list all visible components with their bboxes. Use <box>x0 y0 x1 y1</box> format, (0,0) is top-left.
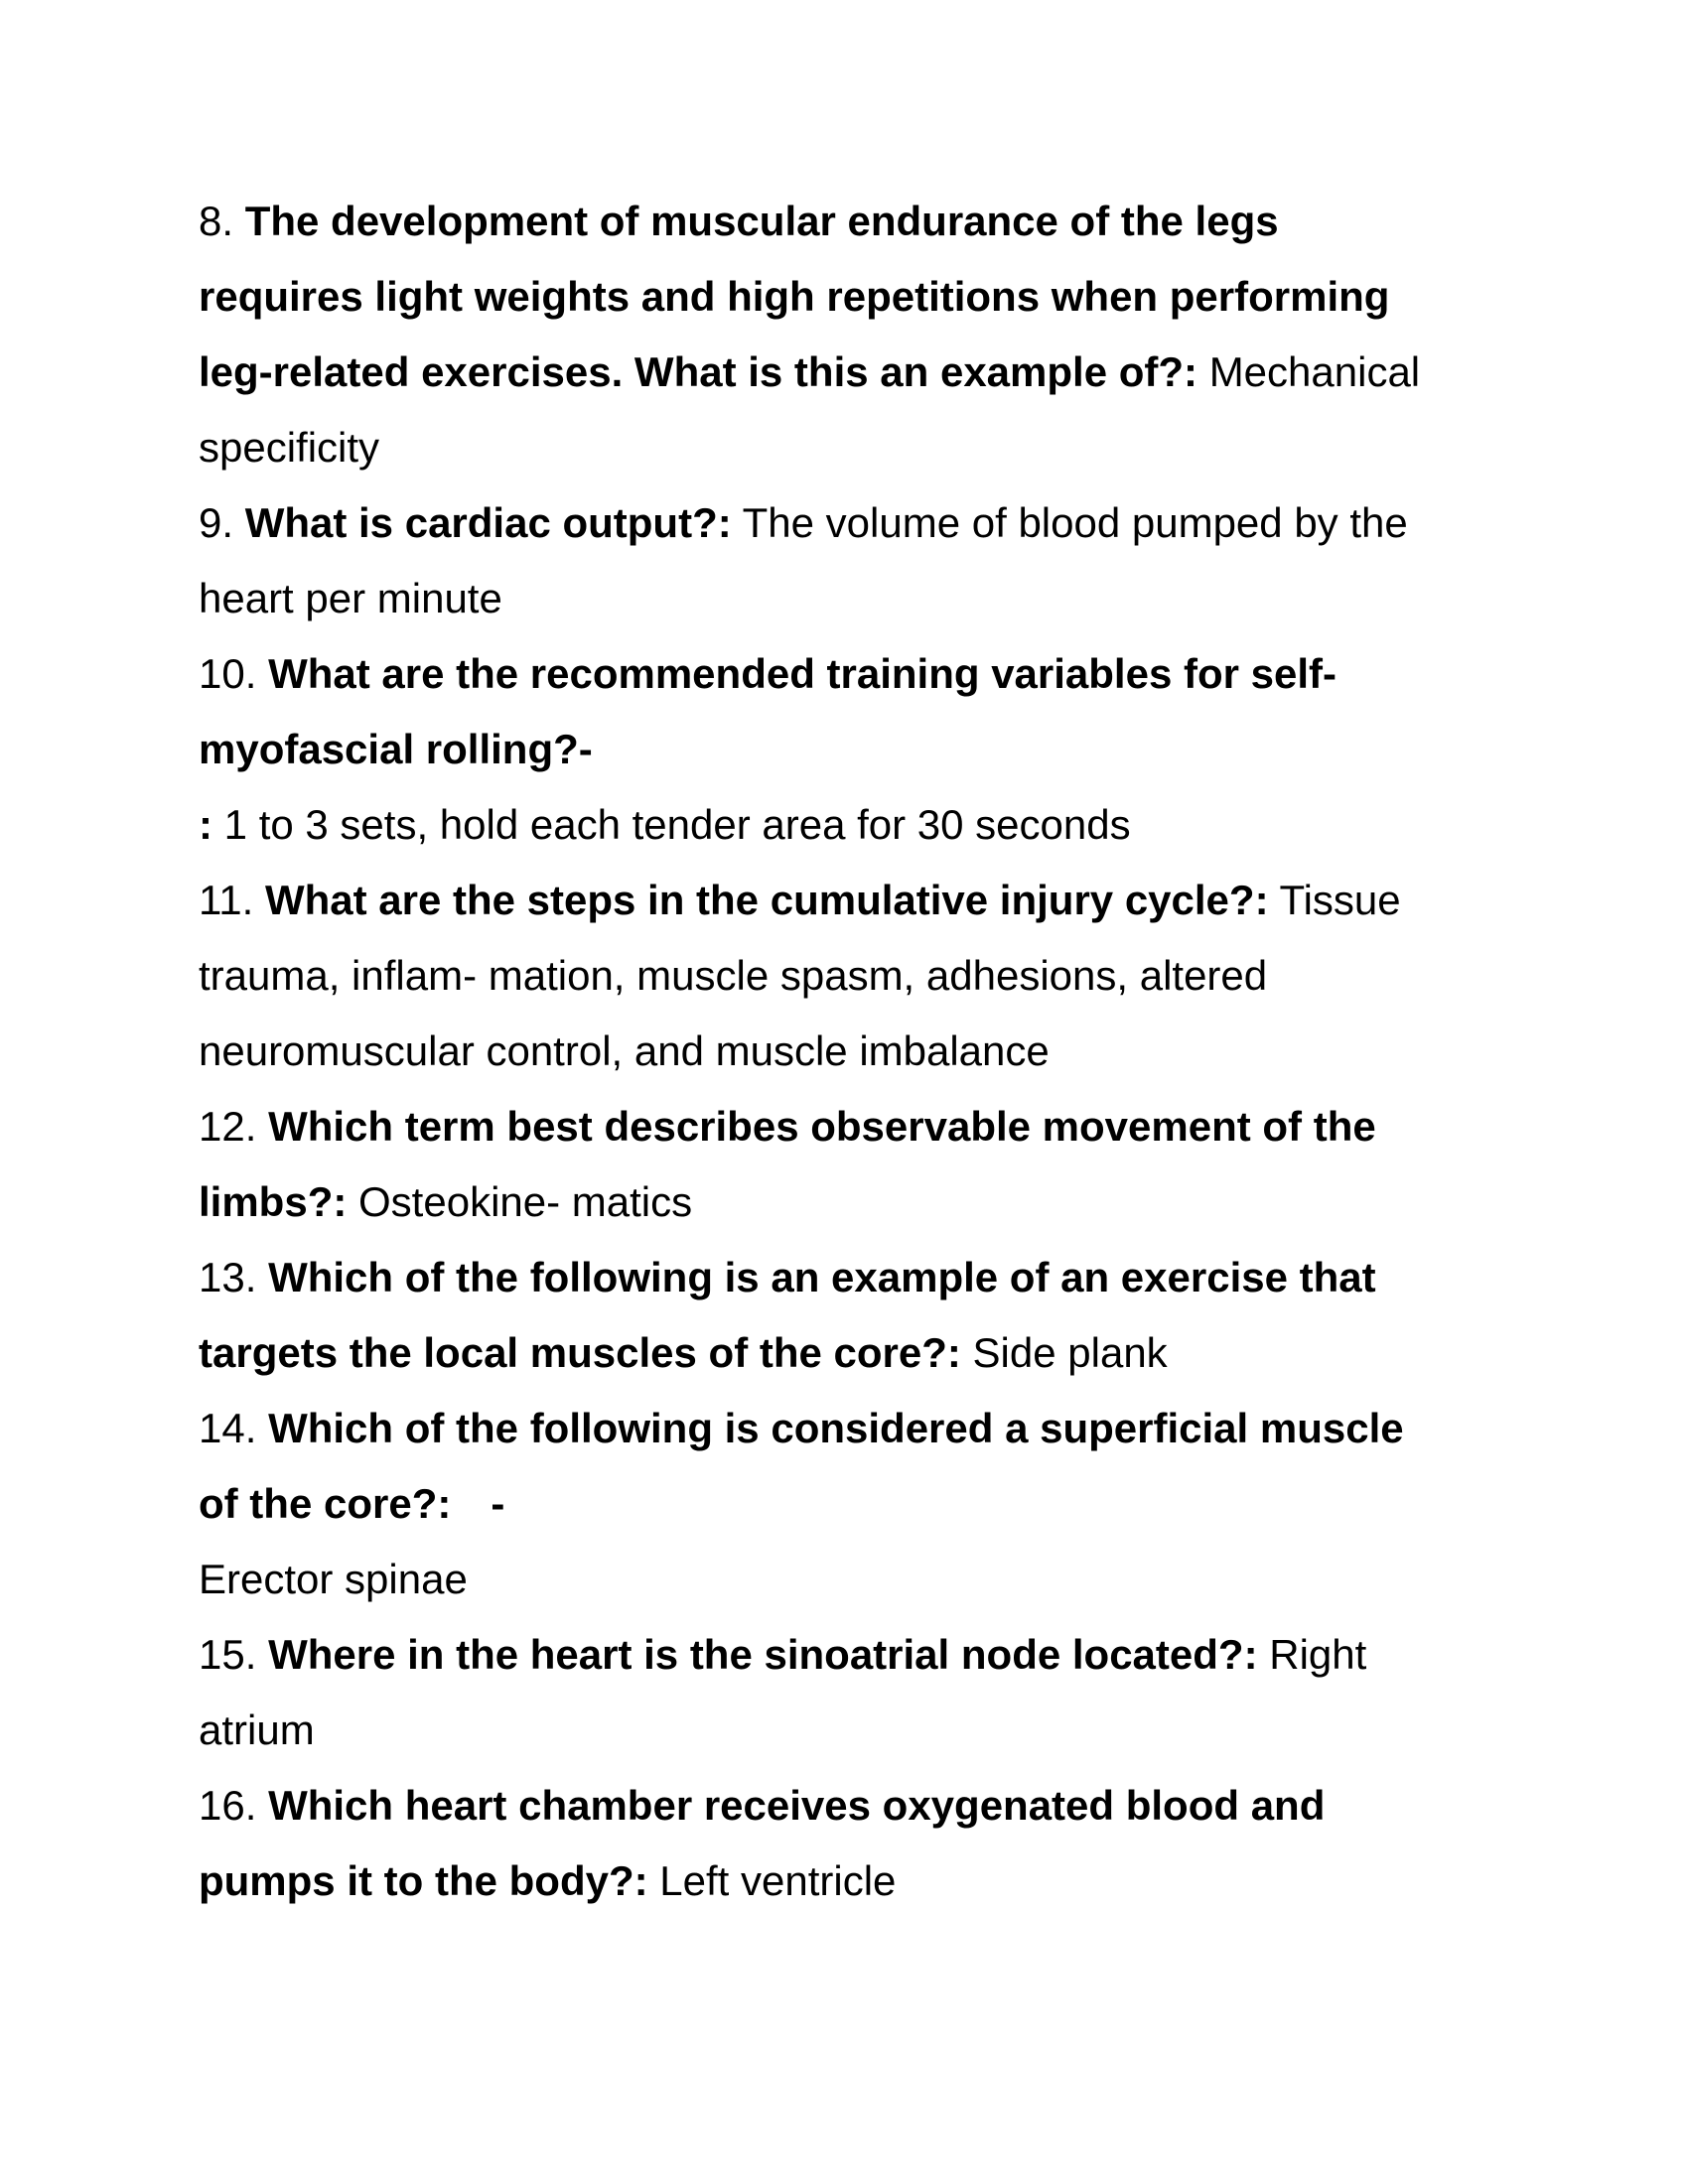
line <box>199 863 1509 938</box>
line <box>199 1391 1509 1466</box>
question-text: myofascial rolling?- <box>199 726 593 772</box>
item-number: 11. <box>199 877 254 923</box>
qa-item-13 <box>199 1240 1509 1391</box>
item-number: 13. <box>199 1254 257 1300</box>
line <box>199 1164 1509 1240</box>
qa-item-8 <box>199 184 1509 485</box>
answer-colon: : <box>199 801 212 848</box>
answer-text: neuromuscular control, and muscle imbalance <box>199 1027 1050 1074</box>
qa-item-11 <box>199 863 1509 1089</box>
question-text: of the core?: <box>199 1480 452 1527</box>
answer-text: Osteokine- matics <box>358 1178 693 1225</box>
answer-text: Mechanical <box>1208 348 1421 395</box>
line <box>199 787 1509 863</box>
line <box>199 1466 1509 1542</box>
question-text: What is cardiac output?: <box>244 499 732 546</box>
line <box>199 1843 1509 1919</box>
question-text: Which of the following is considered a superficial muscle <box>268 1405 1404 1451</box>
item-number: 14. <box>199 1405 257 1451</box>
question-text: Which of the following is an example of an exercise that <box>268 1254 1376 1300</box>
question-text: requires light weights and high repetitions when performing <box>199 273 1390 320</box>
line <box>199 1240 1509 1315</box>
question-text: The development of muscular endurance of the legs <box>244 198 1279 244</box>
dash-mark: - <box>491 1480 505 1527</box>
item-number: 8. <box>199 198 234 244</box>
qa-item-14 <box>199 1391 1509 1617</box>
answer-text: The volume of blood pumped by the <box>742 499 1408 546</box>
answer-text: heart per minute <box>199 575 502 621</box>
line <box>199 636 1509 712</box>
item-number: 15. <box>199 1631 257 1678</box>
question-text: pumps it to the body?: <box>199 1857 648 1904</box>
line <box>199 184 1509 259</box>
answer-text: Left ventricle <box>659 1857 897 1904</box>
item-number: 9. <box>199 499 234 546</box>
line <box>199 335 1509 410</box>
question-text: What are the recommended training variables for self- <box>268 650 1337 697</box>
item-number: 12. <box>199 1103 257 1150</box>
answer-text: Tissue <box>1279 877 1401 923</box>
line <box>199 1315 1509 1391</box>
question-text: leg-related exercises. What is this an example of?: <box>199 348 1198 395</box>
qa-item-10 <box>199 636 1509 863</box>
item-number: 10. <box>199 650 257 697</box>
item-number: 16. <box>199 1782 257 1829</box>
qa-item-15 <box>199 1617 1509 1768</box>
question-text: Which term best describes observable movement of the <box>268 1103 1376 1150</box>
qa-item-12 <box>199 1089 1509 1240</box>
line <box>199 485 1509 561</box>
answer-text: atrium <box>199 1706 315 1753</box>
answer-text: 1 to 3 sets, hold each tender area for 30 seconds <box>223 801 1131 848</box>
question-text: targets the local muscles of the core?: <box>199 1329 961 1376</box>
line <box>199 1089 1509 1164</box>
line <box>199 1617 1509 1693</box>
qa-list <box>199 184 1509 1919</box>
answer-text: specificity <box>199 424 380 471</box>
question-text: Where in the heart is the sinoatrial node located?: <box>268 1631 1258 1678</box>
answer-text: Erector spinae <box>199 1556 468 1602</box>
answer-text: Right <box>1269 1631 1367 1678</box>
answer-text: trauma, inflam- mation, muscle spasm, adhesions, altered <box>199 952 1268 999</box>
qa-item-9 <box>199 485 1509 636</box>
line <box>199 1768 1509 1843</box>
answer-text: Side plank <box>972 1329 1168 1376</box>
question-text: Which heart chamber receives oxygenated blood and <box>268 1782 1326 1829</box>
qa-item-16 <box>199 1768 1509 1919</box>
question-text: What are the steps in the cumulative injury cycle?: <box>264 877 1269 923</box>
question-text: limbs?: <box>199 1178 348 1225</box>
